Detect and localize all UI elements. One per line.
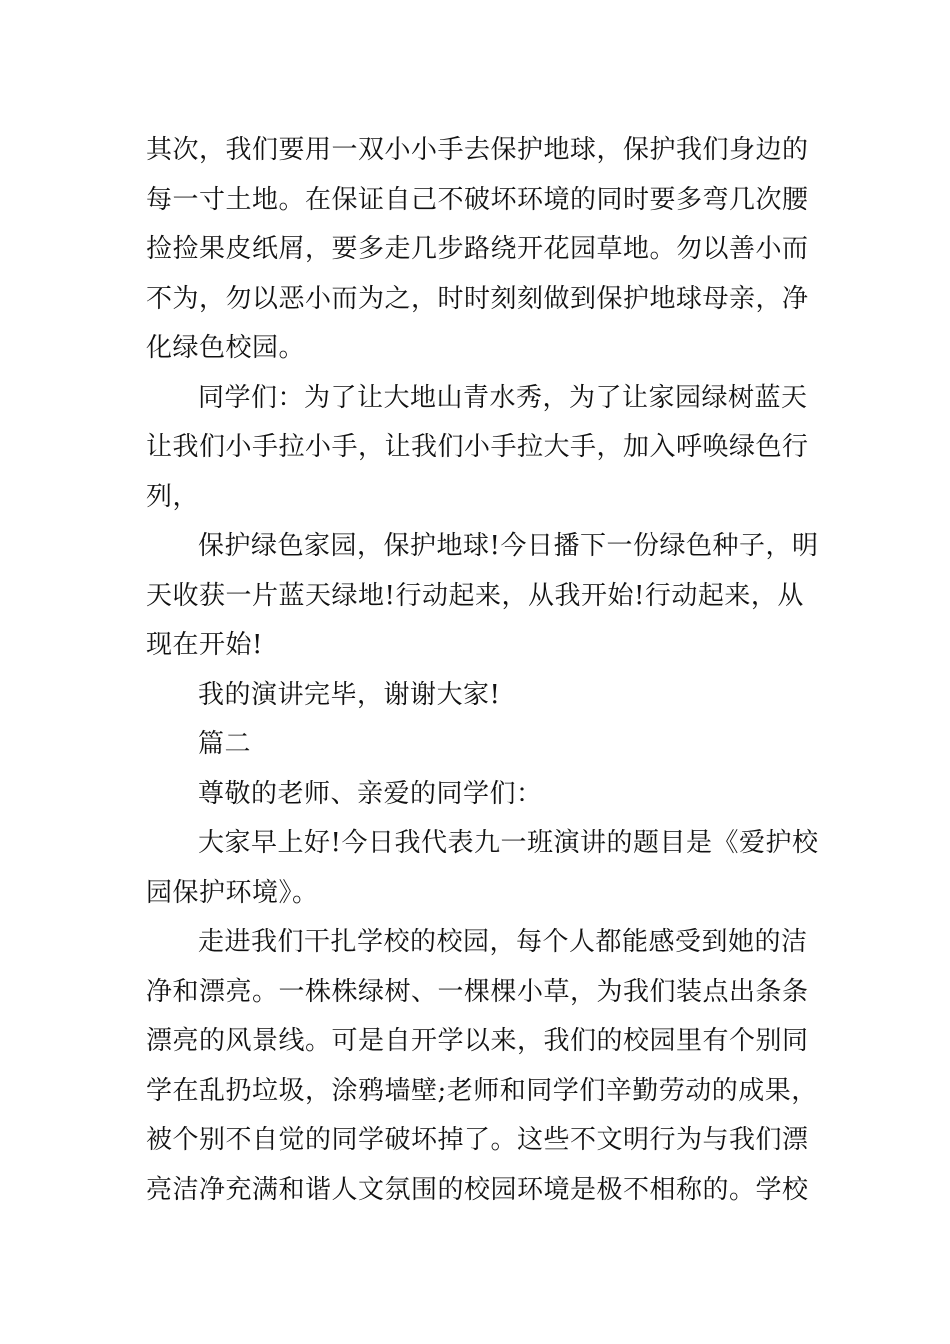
paragraph: [146, 671, 804, 721]
text-line: 其次，我们要用一双小小手去保护地球，保护我们身边的: [146, 135, 809, 165]
text-line: 被个别不自觉的同学破坏掉了。这些不文明行为与我们漂: [146, 1125, 809, 1155]
text-line: 不为，勿以恶小而为之，时时刻刻做到保护地球母亲，净: [146, 283, 809, 314]
text-line: 我的演讲完毕，谢谢大家!: [198, 679, 501, 710]
text-line: 篇二: [198, 729, 252, 759]
text-line: 大家早上好!今日我代表九一班演讲的题目是《爱护校: [198, 828, 819, 858]
text-line: 净和漂亮。一株株绿树、一棵棵小草，为我们装点出条条: [146, 976, 809, 1007]
paragraph: [146, 819, 819, 918]
text-line: 学在乱扔垃圾，涂鸦墙壁;老师和同学们辛勤劳动的成果，: [146, 1075, 818, 1106]
document-body: [146, 126, 819, 1215]
text-line: 走进我们干扎学校的校园，每个人都能感受到她的洁: [198, 927, 808, 957]
text-line: 保护绿色家园，保护地球!今日播下一份绿色种子，明: [198, 531, 819, 561]
text-line: 园保护环境》。: [146, 877, 319, 908]
paragraph: [146, 522, 819, 671]
text-line: 同学们：为了让大地山青水秀，为了让家园绿树蓝天: [198, 382, 808, 413]
text-line: 捡捡果皮纸屑，要多走几步路绕开花园草地。勿以善小而: [146, 234, 809, 264]
paragraph: [146, 918, 818, 1215]
text-line: 天收获一片蓝天绿地!行动起来，从我开始!行动起来，从: [146, 580, 804, 611]
text-line: 列，: [146, 481, 200, 512]
text-line: 每一寸土地。在保证自己不破坏环境的同时要多弯几次腰: [146, 184, 809, 215]
text-line: 漂亮的风景线。可是自开学以来，我们的校园里有个别同: [146, 1026, 809, 1056]
paragraph: [146, 770, 804, 820]
text-line: 让我们小手拉小手，让我们小手拉大手，加入呼唤绿色行: [146, 432, 809, 462]
text-line: 尊敬的老师、亲爱的同学们：: [198, 778, 543, 809]
paragraph: [146, 126, 809, 374]
paragraph: [146, 374, 809, 523]
paragraph: [146, 720, 804, 770]
text-line: 化绿色校园。: [146, 333, 306, 363]
text-line: 现在开始!: [146, 630, 263, 660]
text-line: 亮洁净充满和谐人文氛围的校园环境是极不相称的。学校: [146, 1174, 809, 1205]
